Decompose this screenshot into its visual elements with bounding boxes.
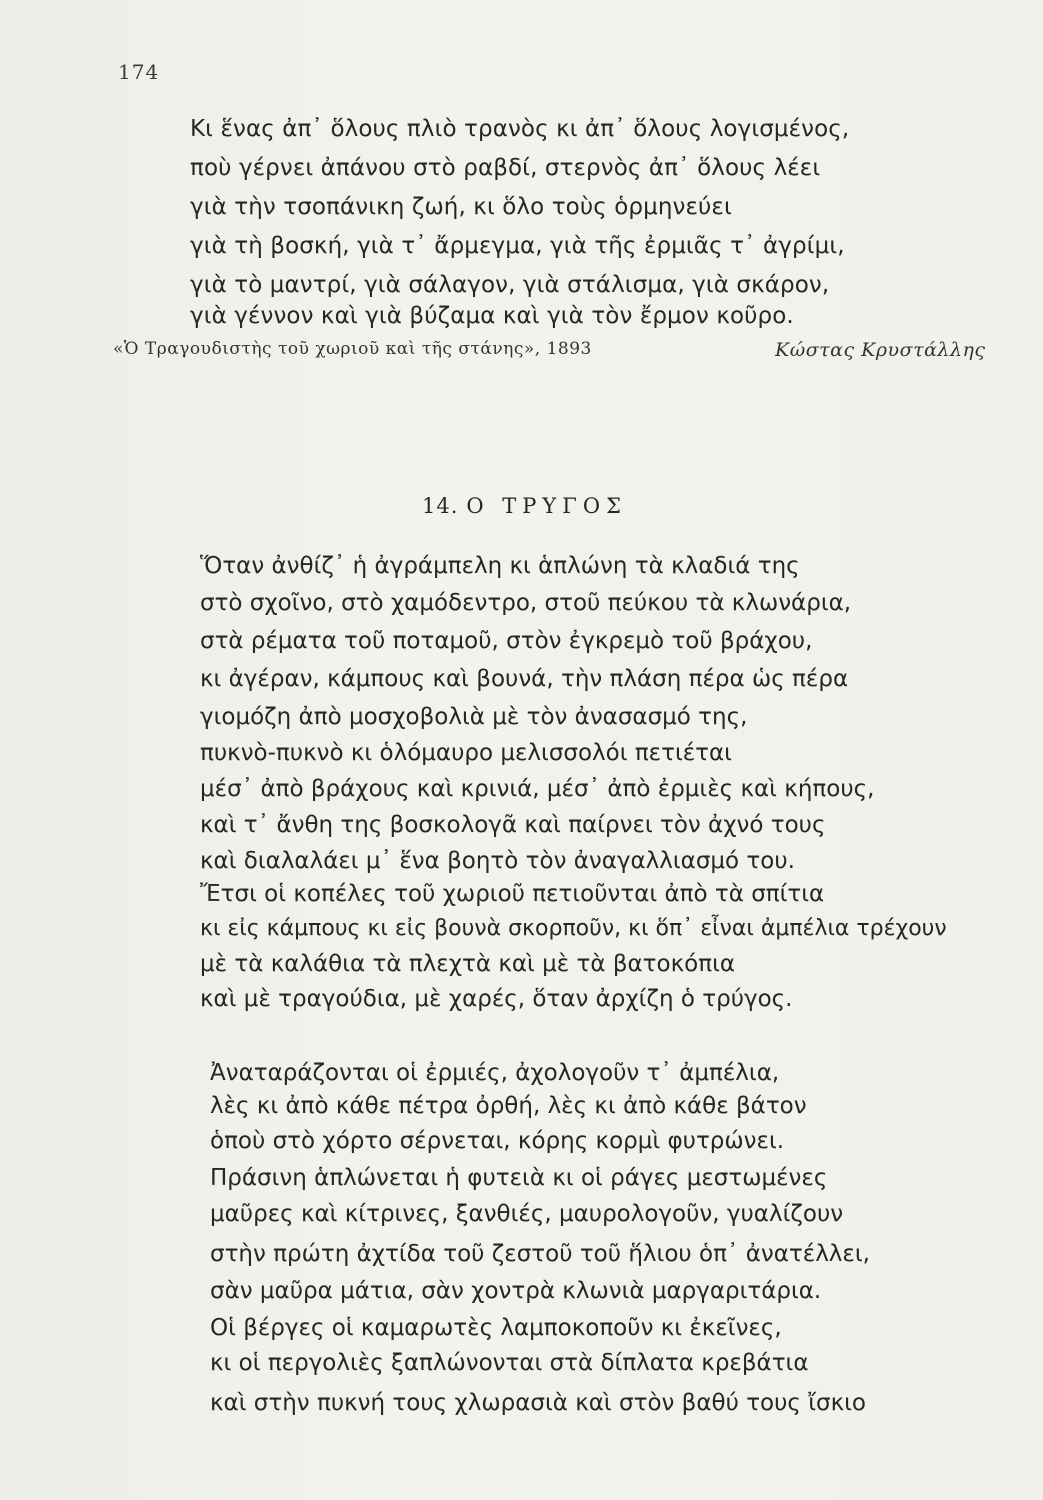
verse-line: γιομόζη ἀπὸ μοσχοβολιὰ μὲ τὸν ἀνασασμό της, — [200, 704, 748, 730]
verse-line: ποὺ γέρνει ἀπάνου στὸ ραβδί, στερνὸς ἀπ᾽ ὅλους λέει — [190, 155, 821, 181]
verse-line: Ὅταν ἀνθίζ᾽ ἡ ἀγράμπελη κι ἁπλώνη τὰ κλαδιά της — [200, 553, 800, 579]
verse-line: πυκνὸ-πυκνὸ κι ὁλόμαυρο μελισσολόι πετιέται — [200, 740, 732, 766]
verse-line: γιὰ τὴν τσοπάνικη ζωή, κι ὅλο τοὺς ὁρμηνεύει — [190, 194, 732, 220]
verse-line: κι οἱ περγολιὲς ξαπλώνονται στὰ δίπλατα κρεβάτια — [210, 1350, 809, 1376]
verse-line: καὶ τ᾽ ἄνθη της βοσκολογᾶ καὶ παίρνει τὸν ἀχνό τους — [200, 812, 826, 838]
verse-line: γιὰ τὴ βοσκή, γιὰ τ᾽ ἄρμεγμα, γιὰ τῆς ἐρμιᾶς τ᾽ ἀγρίμι, — [190, 233, 845, 259]
attribution-source: «Ὁ Τραγουδιστὴς τοῦ χωριοῦ καὶ τῆς στάνης», 1893 — [113, 339, 592, 359]
page-number: 174 — [118, 60, 160, 84]
section-title: Ο ΤΡΥΓΟΣ — [466, 494, 627, 518]
verse-line: Κι ἕνας ἀπ᾽ ὅλους πλιὸ τρανὸς κι ἀπ᾽ ὅλους λογισμένος, — [190, 116, 850, 142]
verse-line: Ἀναταράζονται οἱ ἐρμιές, ἀχολογοῦν τ᾽ ἀμπέλια, — [210, 1060, 780, 1086]
verse-line: κι εἰς κάμπους κι εἰς βουνὰ σκορποῦν, κι ὅπ᾽ εἶναι ἀμπέλια τρέχουν — [200, 916, 947, 941]
verse-line: γιὰ τὸ μαντρί, γιὰ σάλαγον, γιὰ στάλισμα, γιὰ σκάρον, — [190, 272, 830, 298]
attribution-author: Κώστας Κρυστάλλης — [775, 339, 986, 361]
verse-line: λὲς κι ἀπὸ κάθε πέτρα ὀρθή, λὲς κι ἀπὸ κάθε βάτον — [210, 1093, 807, 1119]
verse-line: Πράσινη ἁπλώνεται ἡ φυτειὰ κι οἱ ράγες μεστωμένες — [210, 1165, 828, 1191]
verse-line: καὶ στὴν πυκνή τους χλωρασιὰ καὶ στὸν βαθύ τους ἴσκιο — [210, 1390, 867, 1416]
section-number: 14. — [422, 494, 459, 518]
verse-line: κι ἀγέραν, κάμπους καὶ βουνά, τὴν πλάση πέρα ὡς πέρα — [200, 666, 849, 692]
section-heading — [422, 494, 627, 518]
verse-line: καὶ διαλαλάει μ᾽ ἕνα βοητὸ τὸν ἀναγαλλιασμό του. — [200, 848, 795, 874]
verse-line: στὰ ρέματα τοῦ ποταμοῦ, στὸν ἐγκρεμὸ τοῦ βράχου, — [200, 628, 813, 654]
verse-line: στὸ σχοῖνο, στὸ χαμόδεντρο, στοῦ πεύκου τὰ κλωνάρια, — [200, 590, 852, 616]
verse-line: μὲ τὰ καλάθια τὰ πλεχτὰ καὶ μὲ τὰ βατοκόπια — [200, 951, 736, 977]
verse-line: ὁποὺ στὸ χόρτο σέρνεται, κόρης κορμὶ φυτρώνει. — [210, 1128, 785, 1154]
verse-line: σὰν μαῦρα μάτια, σὰν χοντρὰ κλωνιὰ μαργαριτάρια. — [210, 1278, 822, 1304]
poem-attribution — [113, 339, 993, 359]
verse-line: Ἔτσι οἱ κοπέλες τοῦ χωριοῦ πετιοῦνται ἀπὸ τὰ σπίτια — [200, 881, 825, 907]
verse-line: γιὰ γέννον καὶ γιὰ βύζαμα καὶ γιὰ τὸν ἔρμον κοῦρο. — [190, 303, 794, 329]
verse-line: στὴν πρώτη ἀχτίδα τοῦ ζεστοῦ τοῦ ἥλιου ὁπ᾽ ἀνατέλλει, — [210, 1241, 870, 1267]
verse-line: καὶ μὲ τραγούδια, μὲ χαρές, ὅταν ἀρχίζη ὁ τρύγος. — [200, 986, 793, 1012]
verse-line: μαῦρες καὶ κίτρινες, ξανθιές, μαυρολογοῦν, γυαλίζουν — [210, 1201, 844, 1227]
verse-line: μέσ᾽ ἀπὸ βράχους καὶ κρινιά, μέσ᾽ ἀπὸ ἐρμιὲς καὶ κήπους, — [200, 776, 875, 802]
verse-line: Οἱ βέργες οἱ καμαρωτὲς λαμποκοποῦν κι ἐκεῖνες, — [210, 1315, 782, 1341]
